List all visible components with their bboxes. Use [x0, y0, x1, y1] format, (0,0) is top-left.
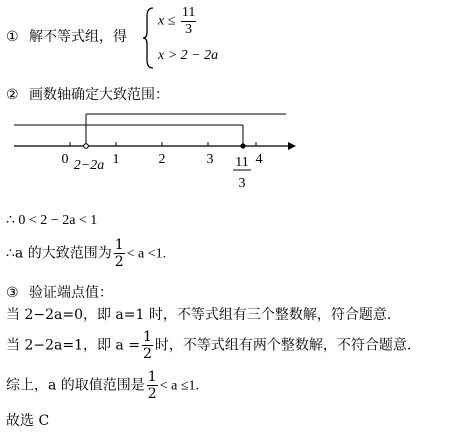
case-2 — [6, 329, 412, 362]
ineq1-lhs: x ≤ — [158, 13, 176, 29]
rough-range-prefix: ∴a 的大致范围为 — [6, 245, 112, 262]
step1-marker: ① — [6, 29, 19, 45]
system-brace — [142, 6, 156, 70]
tick-label-3: 3 — [206, 152, 214, 167]
step1-text: 解不等式组，得 — [29, 29, 128, 45]
number-line-figure — [0, 105, 305, 197]
open-point — [84, 144, 89, 149]
rough-range-numerator: 1 — [114, 237, 124, 253]
conclusion-numerator: 1 — [147, 369, 157, 385]
conclusion-prefix: 综上，a 的取值范围是 — [6, 377, 145, 394]
case-2-prefix: 当 2−2a=1，即 a = — [6, 337, 140, 354]
fraction-1-2-conclusion — [147, 370, 158, 401]
case-2-denominator: 2 — [142, 346, 152, 362]
axis-arrow-icon — [288, 142, 296, 150]
step2-line — [6, 84, 169, 104]
step3-line — [6, 282, 113, 302]
conclusion — [6, 369, 200, 402]
step1-line — [6, 26, 127, 46]
step2-marker: ② — [6, 87, 19, 103]
answer: 故选 C — [6, 413, 50, 429]
step3-marker: ③ — [6, 285, 19, 301]
tick-label-1: 1 — [112, 152, 120, 167]
fraction-1-2-case2 — [142, 330, 153, 361]
fraction-11-3 — [181, 6, 196, 37]
conclusion-denominator: 2 — [147, 386, 157, 402]
point-label-11: 11 — [235, 155, 249, 170]
conclusion-suffix: < a ≤1. — [159, 378, 200, 394]
fraction-1-2 — [114, 238, 125, 269]
case-2-numerator: 1 — [142, 329, 152, 345]
tick-label-2: 2 — [158, 152, 166, 167]
case-1: 当 2−2a=0，即 a=1 时，不等式组有三个整数解，符合题意. — [6, 307, 392, 323]
tick-label-0: 0 — [61, 152, 69, 167]
inequality-chain: ∴ 0 < 2 − 2a < 1 — [6, 213, 98, 228]
inequality-2: x > 2 − 2a — [158, 48, 219, 63]
inequality-1 — [158, 6, 198, 37]
closed-point — [240, 143, 245, 148]
point-label-3: 3 — [238, 176, 246, 191]
rough-range-line — [6, 237, 167, 270]
rough-range-suffix: < a <1. — [126, 246, 167, 262]
point-label-2-2a: 2−2a — [73, 158, 105, 173]
rough-range-denominator: 2 — [114, 254, 124, 270]
step2-text: 画数轴确定大致范围： — [29, 87, 170, 103]
step3-text: 验证端点值： — [29, 285, 114, 301]
ineq1-denominator: 3 — [185, 22, 193, 37]
ineq1-numerator: 11 — [181, 5, 196, 20]
tick-label-4: 4 — [255, 152, 263, 167]
case-2-suffix: 时，不等式组有两个整数解，不符合题意. — [154, 337, 412, 354]
